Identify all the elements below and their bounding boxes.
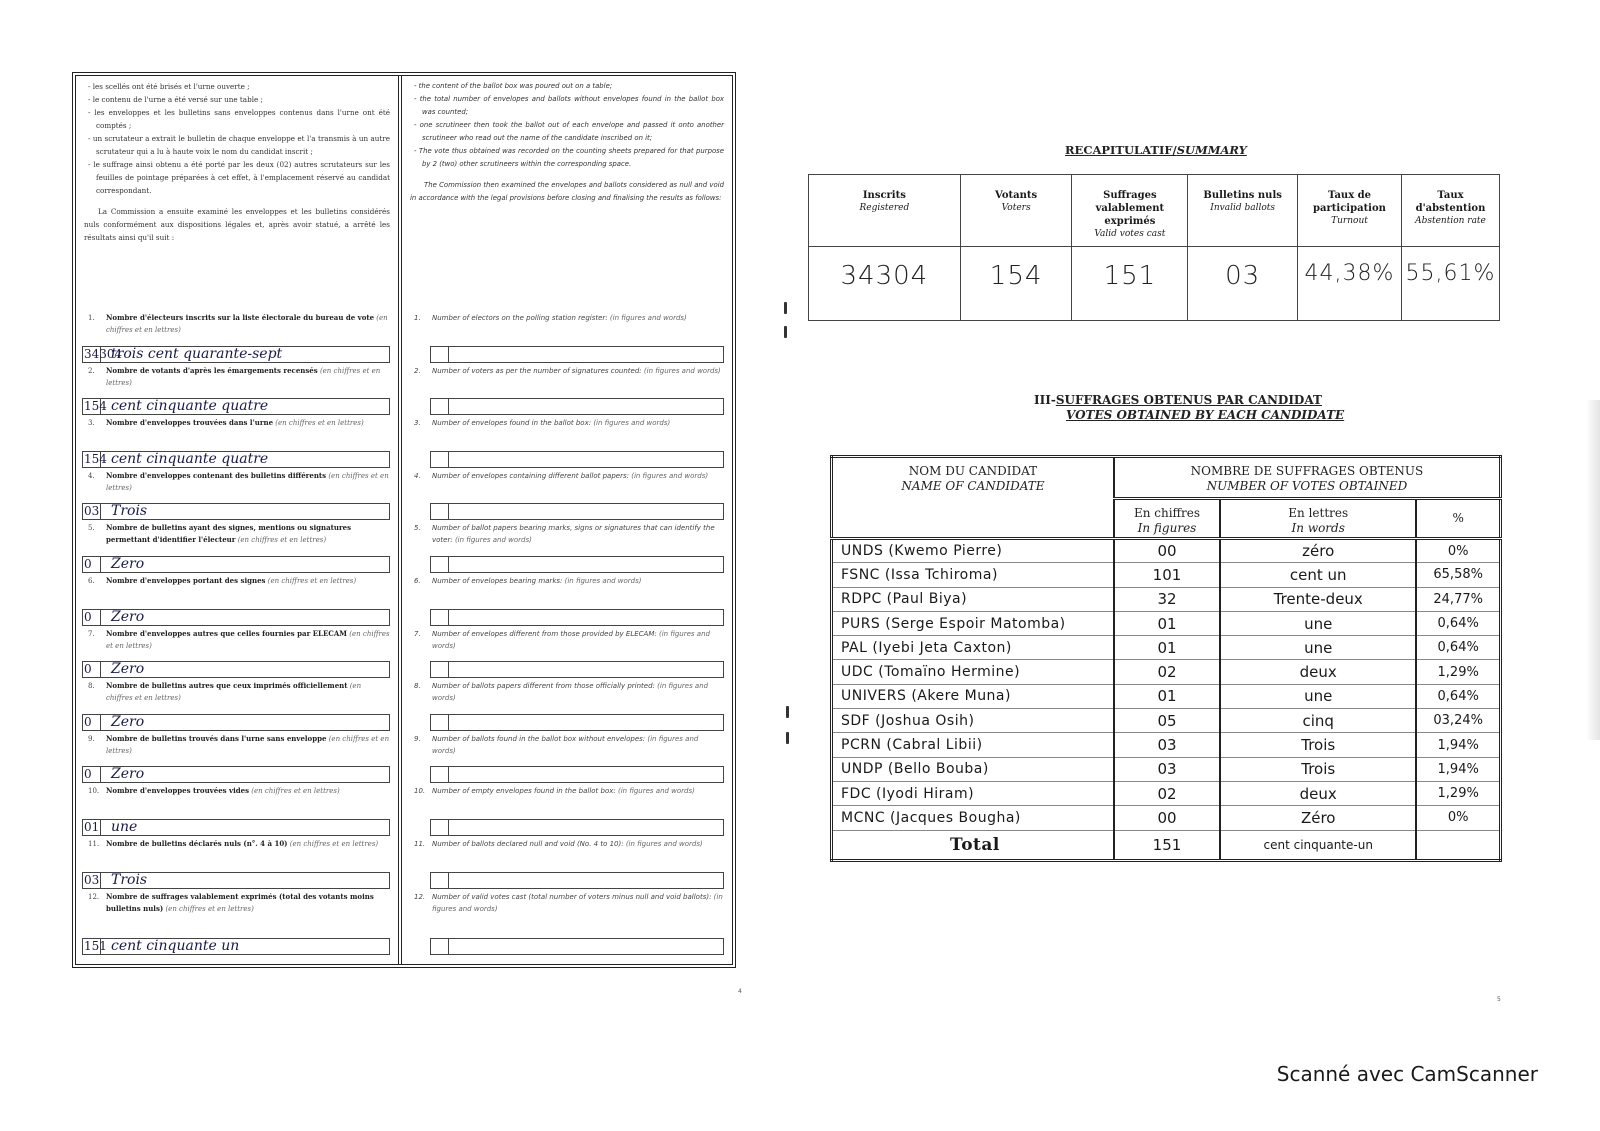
form-item-11: 11. Number of ballots declared null and void (No. 4 to 10): (in figures and words) xyxy=(410,838,724,891)
answer-field[interactable] xyxy=(82,714,390,731)
form-item-1: 1. Nombre d'électeurs inscrits sur la liste électorale du bureau de vote (en chiffres et en lettres) 34304 trois cent quarante-sept xyxy=(84,312,390,365)
answer-field[interactable] xyxy=(430,451,724,468)
header-candidate-name: NOM DU CANDIDAT NAME OF CANDIDATE xyxy=(832,457,1114,539)
answer-figure: 0 xyxy=(83,767,101,782)
form-item-3: 3. Nombre d'enveloppes trouvées dans l'urne (en chiffres et en lettres) 154 cent cinquante quatre xyxy=(84,417,390,470)
bullet: - le contenu de l'urne a été versé sur une table ; xyxy=(88,95,263,104)
form-item-7: 7. Number of envelopes different from those provided by ELECAM: (in figures and words) xyxy=(410,628,724,681)
english-items xyxy=(410,312,724,957)
form-item-3: 3. Number of envelopes found in the ballot box: (in figures and words) xyxy=(410,417,724,470)
answer-field[interactable] xyxy=(82,661,390,678)
page-edge-shadow xyxy=(1586,400,1600,740)
binding-mark xyxy=(786,706,789,718)
answer-words: Zero xyxy=(111,555,145,572)
votes-section-title: III-SUFFRAGES OBTENUS PAR CANDIDAT VOTES OBTAINED BY EACH CANDIDATE xyxy=(1034,393,1345,422)
votes-table xyxy=(830,455,1502,862)
summary-turnout-value: 44,38% xyxy=(1298,247,1402,321)
summary-table xyxy=(808,174,1500,321)
answer-words: Zero xyxy=(111,661,145,678)
answer-figure: 03 xyxy=(84,872,100,887)
bullet: - the content of the ballot box was poured out on a table; xyxy=(414,82,613,90)
form-item-5: 5. Nombre de bulletins ayant des signes, mentions ou signatures permettant d'identifier l'électeur (en chiffres et en lettres) 0 Zero xyxy=(84,522,390,575)
answer-field[interactable] xyxy=(82,609,390,626)
form-item-4: 4. Nombre d'enveloppes contenant des bulletins différents (en chiffres et en lettres) 03 Trois xyxy=(84,470,389,520)
header-votes-obtained: NOMBRE DE SUFFRAGES OBTENUS NUMBER OF VOTES OBTAINED xyxy=(1114,457,1501,499)
form-item-7: 7. Nombre d'enveloppes autres que celles fournies par ELECAM (en chiffres et en lettres) 0 Zero xyxy=(84,628,390,678)
answer-field[interactable] xyxy=(82,938,390,955)
answer-field[interactable] xyxy=(430,609,724,626)
summary-title: RECAPITULATIF/SUMMARY xyxy=(1065,143,1247,157)
total-row: Total 151 cent cinquante-un xyxy=(832,830,1501,860)
table-row: FDC (Iyodi Hiram) 02 deux 1,29% xyxy=(832,781,1501,805)
table-row: SDF (Joshua Osih) 05 cinq 03,24% xyxy=(832,709,1501,733)
answer-field[interactable] xyxy=(82,766,390,783)
camscanner-watermark: Scanné avec CamScanner xyxy=(1276,1062,1538,1086)
english-column xyxy=(402,76,732,964)
answer-figure: 0 xyxy=(83,610,101,625)
summary-abstention-value: 55,61% xyxy=(1401,247,1499,321)
answer-field[interactable] xyxy=(430,872,724,889)
summary-header-turnout: Taux de participation Turnout xyxy=(1298,175,1402,247)
table-row: PURS (Serge Espoir Matomba) 01 une 0,64% xyxy=(832,611,1501,635)
right-page-number: 5 xyxy=(1497,996,1501,1003)
left-page-form xyxy=(72,72,736,968)
answer-figure: 03 xyxy=(84,504,100,519)
binding-mark xyxy=(786,732,789,744)
answer-field[interactable] xyxy=(430,398,724,415)
table-row: UDC (Tomaïno Hermine) 02 deux 1,29% xyxy=(832,660,1501,684)
form-item-10: 10. Nombre d'enveloppes trouvées vides (en chiffres et en lettres) 01 une xyxy=(84,785,390,838)
french-column xyxy=(76,76,402,964)
answer-figure: 154 xyxy=(84,399,107,414)
answer-field[interactable] xyxy=(82,503,390,520)
table-row: RDPC (Paul Biya) 32 Trente-deux 24,77% xyxy=(832,587,1501,611)
form-item-11: 11. Nombre de bulletins déclarés nuls (n°. 4 à 10) (en chiffres et en lettres) 03 Trois xyxy=(84,838,390,891)
form-item-12: 12. Nombre de suffrages valablement exprimés (total des votants moins bulletins nuls) (en chiffres et en lettres) 151 cent cinquante un xyxy=(84,891,390,957)
table-row: UNDP (Bello Bouba) 03 Trois 1,94% xyxy=(832,757,1501,781)
english-procedure-bullets xyxy=(410,80,724,171)
form-item-9: 9. Nombre de bulletins trouvés dans l'urne sans enveloppe (en chiffres et en lettres) 0 Zero xyxy=(84,733,390,783)
form-item-4: 4. Number of envelopes containing different ballot papers: (in figures and words) xyxy=(410,470,724,523)
bullet: - le suffrage ainsi obtenu a été porté par les deux (02) autres scrutateurs sur les feuilles de pointage préparées à cet effet, à l'emplacement réservé au candidat correspondant. xyxy=(88,160,390,195)
form-item-5: 5. Number of ballot papers bearing marks, signs or signatures that can identify the voter: (in figures and words) xyxy=(410,522,724,575)
answer-words: Zero xyxy=(111,766,145,783)
answer-words: Zero xyxy=(111,608,145,625)
form-item-8: 8. Number of ballots papers different from those officially printed: (in figures and words) xyxy=(410,680,724,733)
answer-figure: 0 xyxy=(83,715,101,730)
answer-field[interactable] xyxy=(82,398,390,415)
french-paragraph: La Commission a ensuite examiné les enveloppes et les bulletins considérés nuls conformément aux dispositions légales et, après avoir statué, a arrêté les résultats ainsi qu'il suit : xyxy=(84,207,390,242)
answer-figure: 154 xyxy=(84,451,107,466)
answer-field[interactable] xyxy=(82,451,390,468)
form-item-1: 1. Number of electors on the polling station register: (in figures and words) xyxy=(410,312,724,365)
form-item-12: 12. Number of valid votes cast (total number of voters minus null and void ballots): (in figures and words) xyxy=(410,891,724,957)
answer-words: Zero xyxy=(111,713,145,730)
table-row: MCNC (Jacques Bougha) 00 Zéro 0% xyxy=(832,806,1501,830)
answer-field[interactable] xyxy=(430,661,724,678)
summary-invalid-value: 03 xyxy=(1188,247,1298,321)
answer-words: une xyxy=(111,818,138,835)
summary-registered-value: 34304 xyxy=(809,247,961,321)
french-items xyxy=(84,312,390,957)
table-row: UNDS (Kwemo Pierre) 00 zéro 0% xyxy=(832,539,1501,563)
answer-words: trois cent quarante-sept xyxy=(111,345,283,362)
table-row: PCRN (Cabral Libii) 03 Trois 1,94% xyxy=(832,733,1501,757)
bullet: - one scrutineer then took the ballot out of each envelope and passed it onto another scrutineer who read out the name of the candidate inscribed on it; xyxy=(414,121,724,142)
form-item-9: 9. Number of ballots found in the ballot box without envelopes: (in figures and words) xyxy=(410,733,724,786)
french-procedure-bullets xyxy=(84,80,390,197)
answer-field[interactable] xyxy=(430,766,724,783)
answer-field[interactable] xyxy=(430,938,724,955)
answer-field[interactable] xyxy=(430,556,724,573)
summary-voters-value: 154 xyxy=(960,247,1072,321)
answer-field[interactable] xyxy=(430,819,724,836)
form-item-2: 2. Number of voters as per the number of signatures counted: (in figures and words) xyxy=(410,365,724,418)
header-percent: % xyxy=(1416,499,1500,539)
bullet: - les enveloppes et les bulletins sans enveloppes contenus dans l'urne ont été comptés ; xyxy=(88,108,390,130)
left-page-number: 4 xyxy=(738,988,742,995)
bullet: - un scrutateur a extrait le bulletin de chaque enveloppe et l'a transmis à un autre scrutateur qui a lu à haute voix le nom du candidat inscrit ; xyxy=(88,134,390,156)
summary-valid-votes-value: 151 xyxy=(1072,247,1188,321)
summary-header-registered: Inscrits Registered xyxy=(809,175,961,247)
answer-figure: 01 xyxy=(84,819,100,834)
answer-field[interactable] xyxy=(430,714,724,731)
header-in-words: En lettres In words xyxy=(1220,499,1416,539)
summary-header-invalid: Bulletins nuls Invalid ballots xyxy=(1188,175,1298,247)
answer-figure: 151 xyxy=(84,938,107,953)
english-paragraph: The Commission then examined the envelopes and ballots considered as null and void in accordance with the legal provisions before closing and finalising the results as follows: xyxy=(410,181,724,202)
answer-field[interactable] xyxy=(82,872,390,889)
summary-header-voters: Votants Voters xyxy=(960,175,1072,247)
bullet: - The vote thus obtained was recorded on the counting sheets prepared for that purpose by 2 (two) other scrutineers within the corresponding space. xyxy=(414,147,724,168)
answer-figure: 34304 xyxy=(84,346,123,361)
answer-field[interactable] xyxy=(82,556,390,573)
bullet: - the total number of envelopes and ballots without envelopes found in the ballot box was counted; xyxy=(414,95,724,116)
form-item-2: 2. Nombre de votants d'après les émargements recensés (en chiffres et en lettres) 154 cent cinquante quatre xyxy=(84,365,390,418)
answer-figure: 0 xyxy=(83,557,101,572)
answer-words: cent cinquante quatre xyxy=(111,398,269,415)
answer-field[interactable] xyxy=(430,503,724,520)
table-row: PAL (Iyebi Jeta Caxton) 01 une 0,64% xyxy=(832,636,1501,660)
answer-field[interactable] xyxy=(82,346,390,363)
answer-field[interactable] xyxy=(430,346,724,363)
table-row: UNIVERS (Akere Muna) 01 une 0,64% xyxy=(832,684,1501,708)
answer-words: cent cinquante un xyxy=(111,937,240,954)
binding-mark xyxy=(784,302,787,314)
bullet: - les scellés ont été brisés et l'urne ouverte ; xyxy=(88,82,250,91)
form-item-8: 8. Nombre de bulletins autres que ceux imprimés officiellement (en chiffres et en lettres) 0 Zero xyxy=(84,680,390,733)
answer-words: cent cinquante quatre xyxy=(111,450,269,467)
binding-mark xyxy=(784,326,787,338)
header-in-figures: En chiffres In figures xyxy=(1114,499,1220,539)
answer-words: Trois xyxy=(111,871,148,888)
form-item-10: 10. Number of empty envelopes found in the ballot box: (in figures and words) xyxy=(410,785,724,838)
form-item-6: 6. Number of envelopes bearing marks: (in figures and words) xyxy=(410,575,724,628)
summary-header-valid-votes: Suffrages valablement exprimés Valid votes cast xyxy=(1072,175,1188,247)
answer-words: Trois xyxy=(111,503,148,520)
table-row: FSNC (Issa Tchiroma) 101 cent un 65,58% xyxy=(832,563,1501,587)
form-item-6: 6. Nombre d'enveloppes portant des signes (en chiffres et en lettres) 0 Zero xyxy=(84,575,390,628)
answer-field[interactable] xyxy=(82,819,390,836)
summary-header-abstention: Taux d'abstention Abstention rate xyxy=(1401,175,1499,247)
answer-figure: 0 xyxy=(83,662,101,677)
